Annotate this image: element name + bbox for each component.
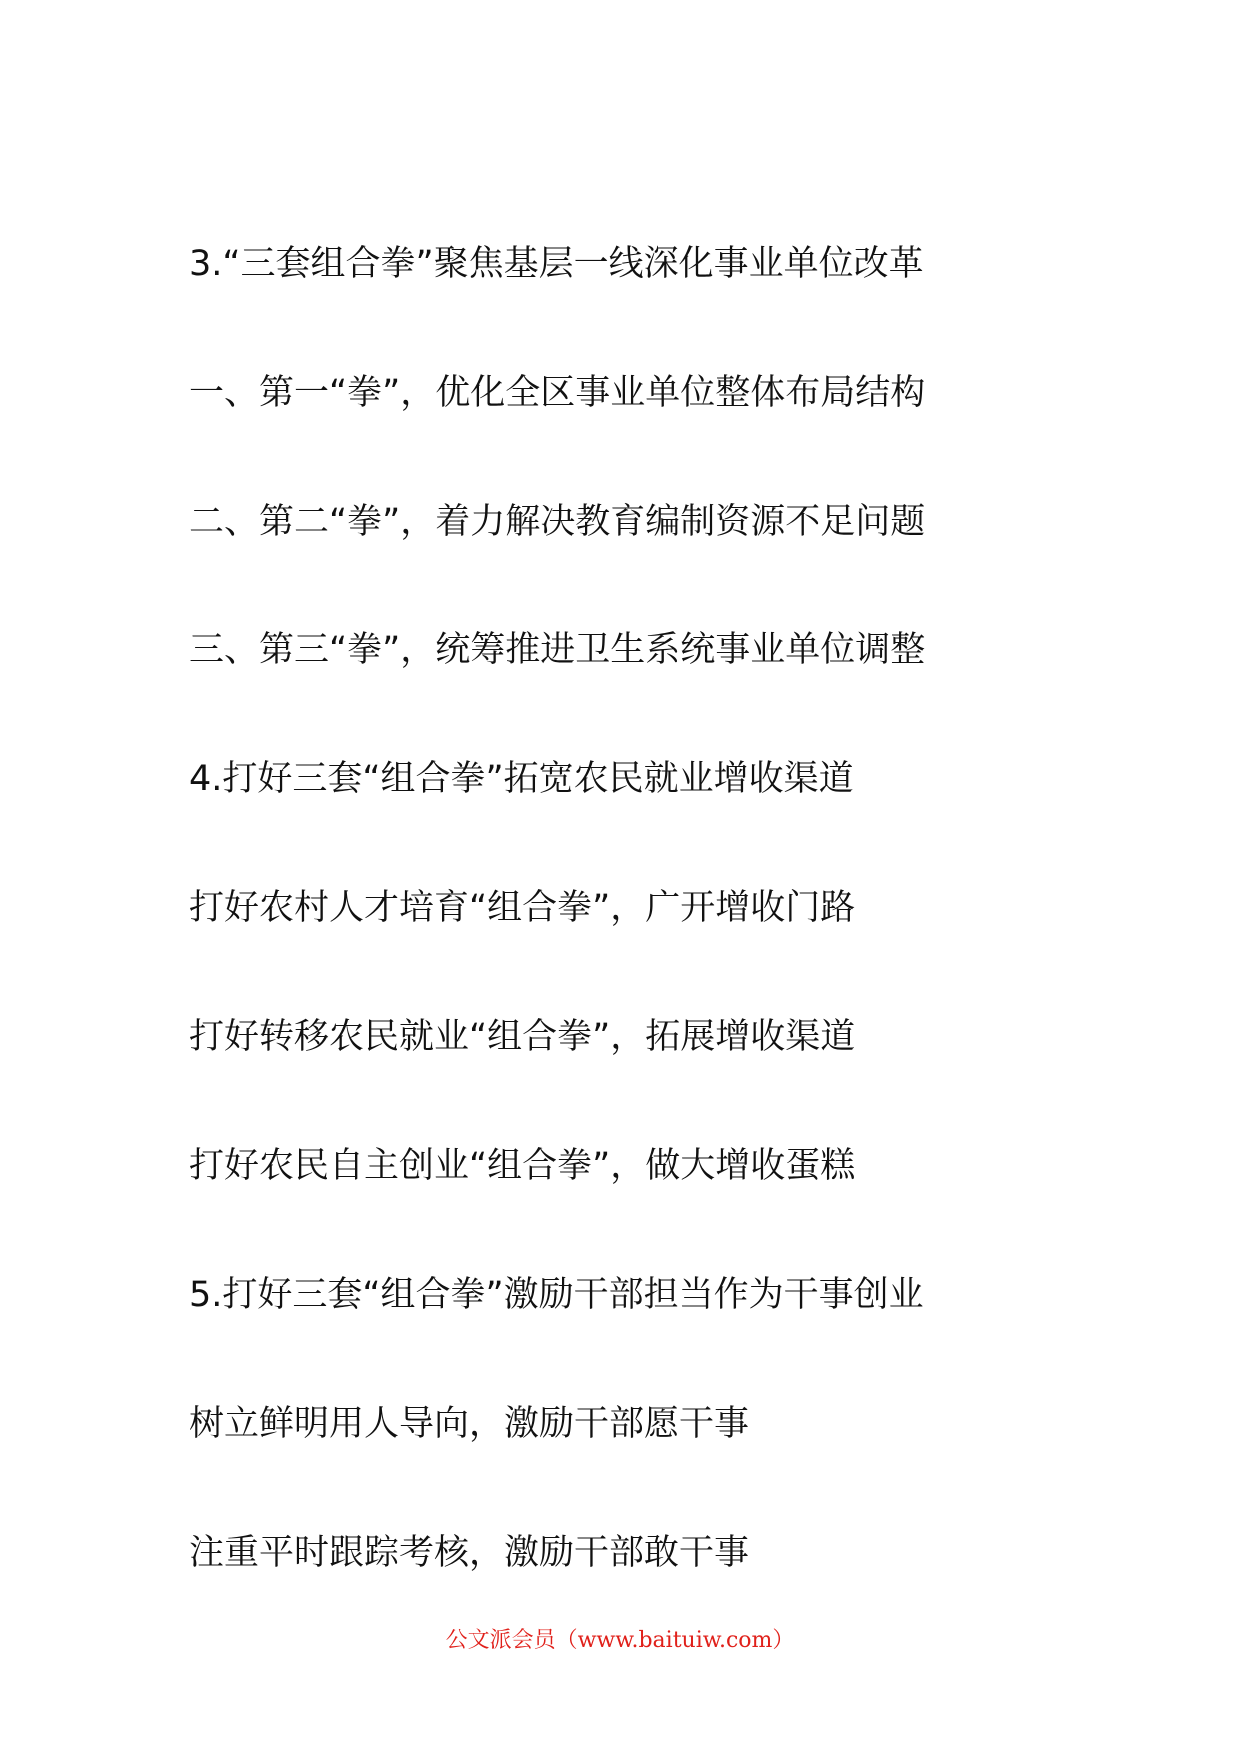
doc-line-item-4c: 打好农民自主创业“组合拳”，做大增收蛋糕 (189, 1146, 856, 1186)
doc-line-heading-4: 4.打好三套“组合拳”拓宽农民就业增收渠道 (189, 759, 854, 799)
doc-line-heading-5: 5.打好三套“组合拳”激励干部担当作为干事创业 (189, 1275, 924, 1315)
doc-line-item-3: 三、第三“拳”，统筹推进卫生系统事业单位调整 (189, 630, 926, 670)
doc-line-item-4b: 打好转移农民就业“组合拳”，拓展增收渠道 (189, 1017, 856, 1057)
doc-line-heading-3: 3.“三套组合拳”聚焦基层一线深化事业单位改革 (189, 244, 924, 284)
footer-watermark: 公文派会员（www.baituiw.com） (445, 1628, 795, 1653)
doc-line-item-4a: 打好农村人才培育“组合拳”，广开增收门路 (189, 888, 856, 928)
doc-line-item-2: 二、第二“拳”，着力解决教育编制资源不足问题 (189, 502, 926, 542)
doc-line-item-5b: 注重平时跟踪考核，激励干部敢干事 (189, 1533, 750, 1573)
doc-line-item-5a: 树立鲜明用人导向，激励干部愿干事 (189, 1404, 750, 1444)
doc-line-item-1: 一、第一“拳”，优化全区事业单位整体布局结构 (189, 373, 926, 413)
